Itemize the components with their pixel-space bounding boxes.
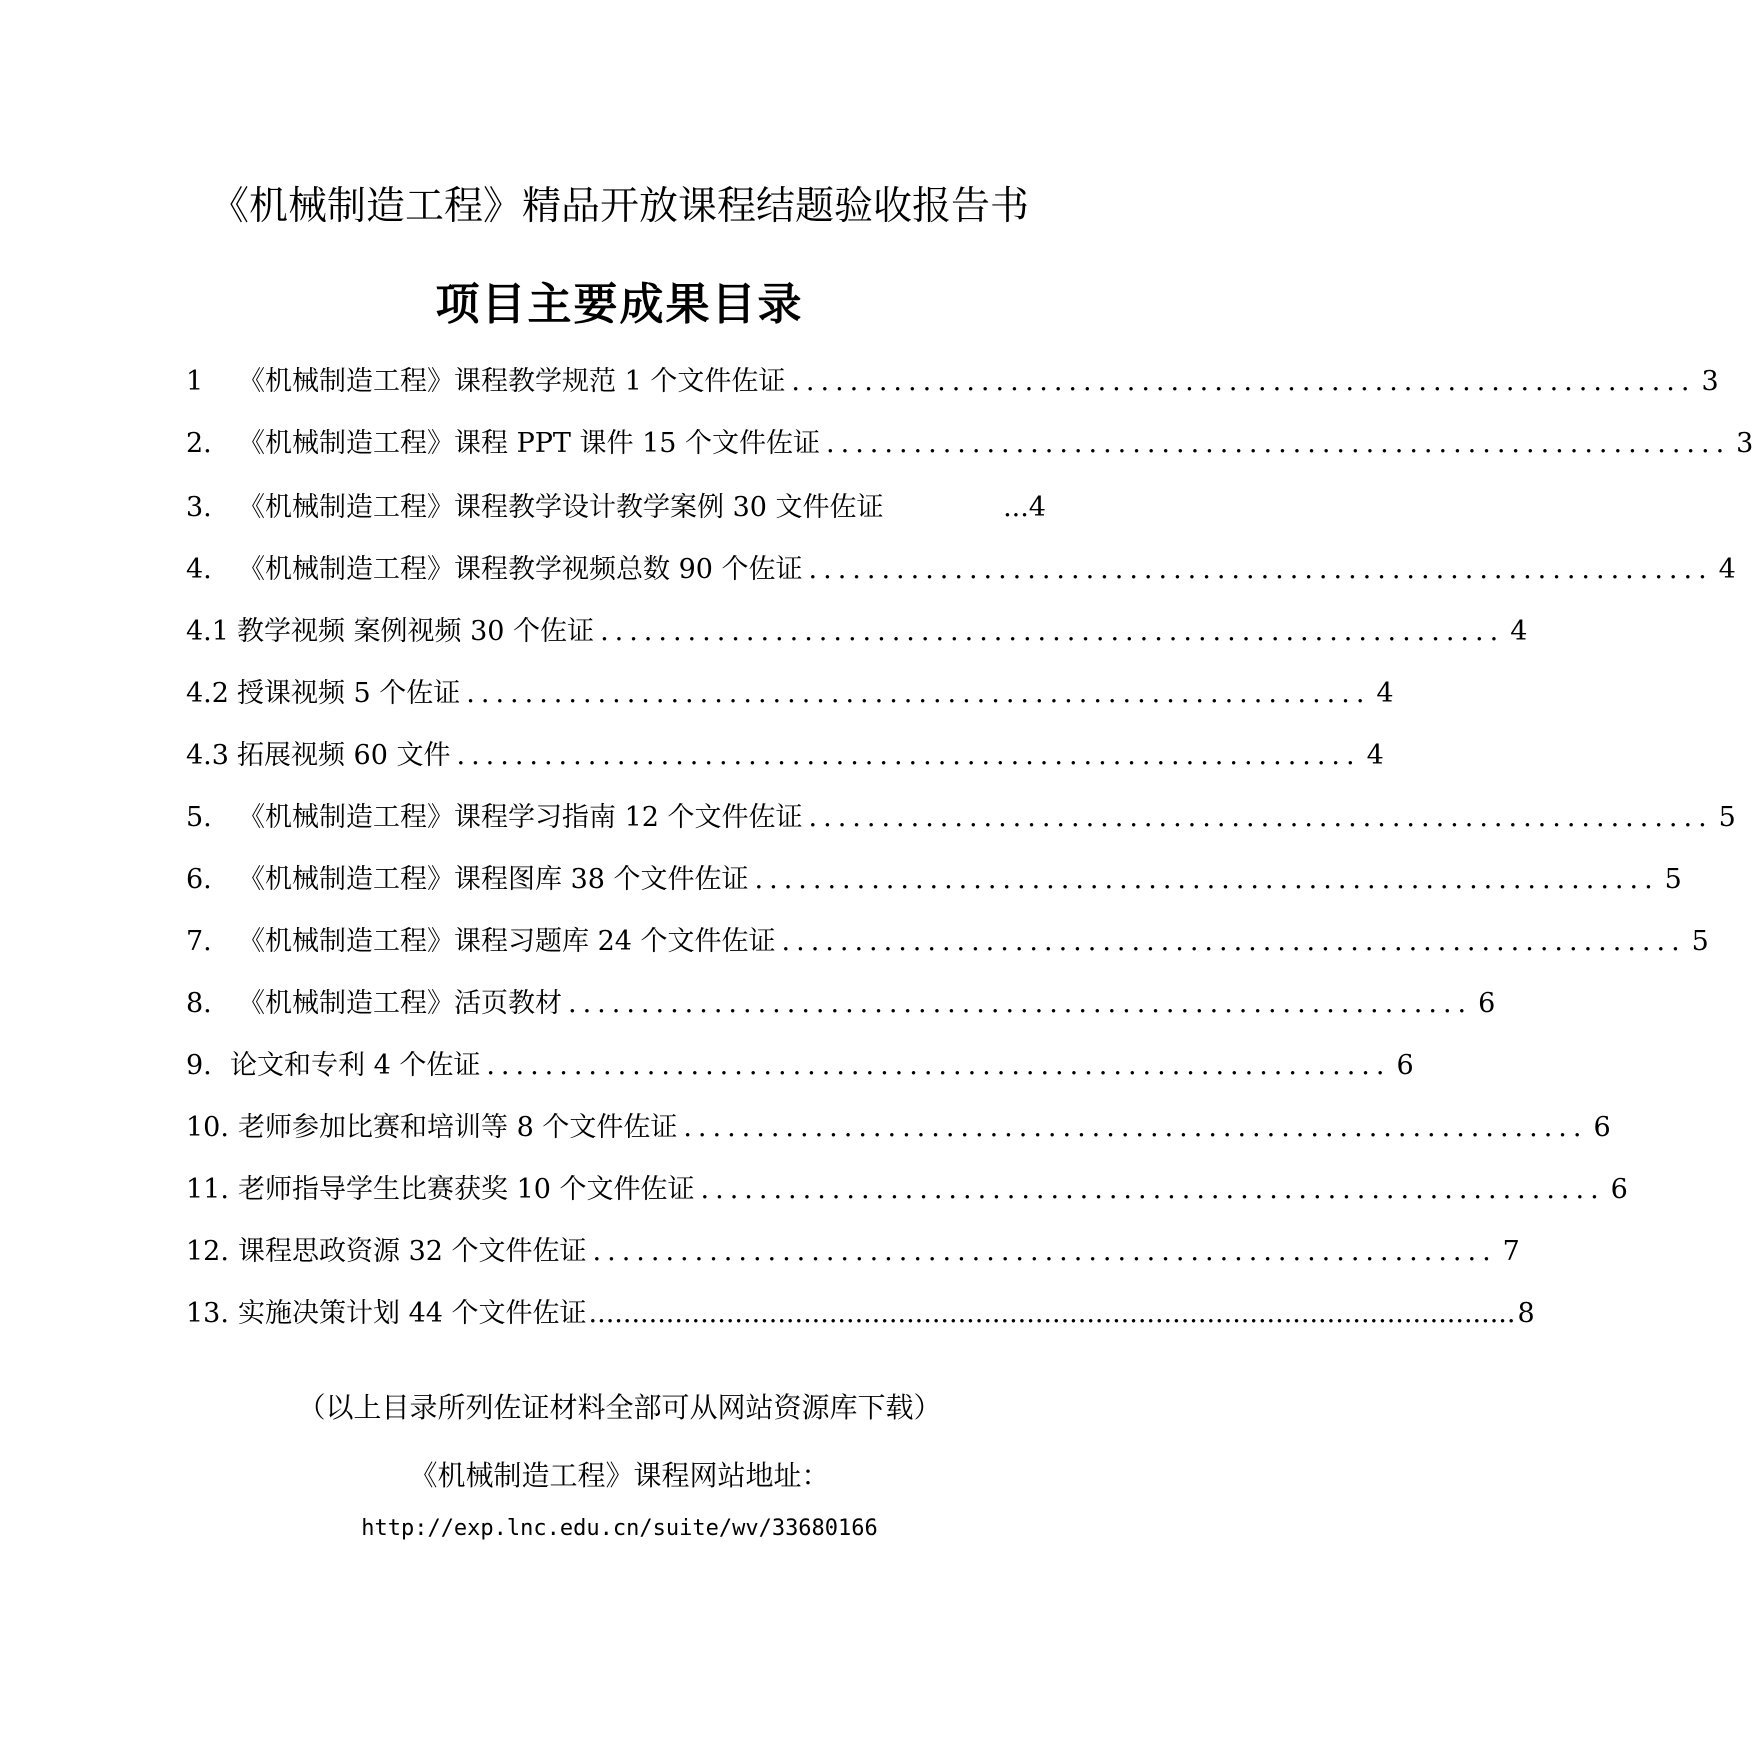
toc-entry-page: ...4 <box>1003 492 1046 523</box>
toc-entry-number: 4.2 <box>186 678 229 709</box>
toc-leader: .............................................................. <box>754 864 1659 895</box>
toc-entry-number: 6. <box>186 864 212 895</box>
toc-leader: .............................................................. <box>486 1050 1391 1081</box>
download-note: （以上目录所列佐证材料全部可从网站资源库下载） <box>297 1391 942 1424</box>
toc-entry-number: 9. <box>186 1050 212 1081</box>
toc-entry-page: 7 <box>1502 1236 1520 1267</box>
toc-entry-number: 5. <box>186 802 212 833</box>
toc-entry-number: 13. <box>186 1298 229 1329</box>
toc-leader: .............................................................. <box>791 366 1696 397</box>
toc-entry[interactable] <box>186 922 1709 962</box>
toc-leader: .............................................................. <box>826 428 1731 459</box>
website-label: 《机械制造工程》课程网站地址： <box>409 1459 830 1492</box>
toc-entry[interactable] <box>186 424 1753 464</box>
toc-entry-text: 实施决策计划 44 个文件佐证 <box>238 1298 587 1329</box>
toc-entry-text: 《机械制造工程》课程图库 38 个文件佐证 <box>238 864 749 895</box>
toc-entry-number: 4.3 <box>186 740 229 771</box>
toc-entry-text: 《机械制造工程》课程学习指南 12 个文件佐证 <box>238 802 803 833</box>
toc-entry[interactable] <box>186 1170 1628 1210</box>
toc-entry[interactable] <box>186 1294 1535 1334</box>
toc-entry-number: 2. <box>186 428 212 459</box>
toc-leader: .............................................................. <box>466 678 1371 709</box>
toc-leader: ............................................................................................................ <box>588 1298 1516 1329</box>
toc-entry[interactable] <box>186 1108 1611 1148</box>
toc-entry-text: 教学视频 案例视频 30 个佐证 <box>236 616 595 647</box>
toc-leader: .............................................................. <box>568 988 1473 1019</box>
toc-entry-number: 1 <box>186 366 204 397</box>
toc-entry-text: 《机械制造工程》课程习题库 24 个文件佐证 <box>238 926 776 957</box>
toc-entry[interactable] <box>186 1046 1414 1086</box>
toc-entry-number: 10. <box>186 1112 229 1143</box>
toc-entry-page: 6 <box>1610 1174 1628 1205</box>
toc-entry-page: 3 <box>1701 366 1719 397</box>
toc-entry[interactable] <box>186 362 1719 402</box>
toc-entry-text: 《机械制造工程》活页教材 <box>238 988 562 1019</box>
toc-entry[interactable] <box>186 1232 1520 1272</box>
toc-leader: .............................................................. <box>592 1236 1497 1267</box>
toc-entry-text: 论文和专利 4 个佐证 <box>230 1050 481 1081</box>
toc-entry-page: 4 <box>1718 554 1736 585</box>
toc-entry-text: 老师指导学生比赛获奖 10 个文件佐证 <box>238 1174 695 1205</box>
toc-entry-page: 5 <box>1664 864 1682 895</box>
toc-entry[interactable] <box>186 860 1682 900</box>
website-url[interactable]: http://exp.lnc.edu.cn/suite/wv/33680166 <box>361 1516 878 1541</box>
toc-entry-number: 7. <box>186 926 212 957</box>
toc-entry-number: 3. <box>186 492 212 523</box>
toc-entry-text: 《机械制造工程》课程 PPT 课件 15 个文件佐证 <box>238 428 821 459</box>
toc-entry-text: 《机械制造工程》课程教学规范 1 个文件佐证 <box>238 366 786 397</box>
toc-entry-page: 4 <box>1376 678 1394 709</box>
toc-leader: .............................................................. <box>456 740 1361 771</box>
toc-entry-page: 5 <box>1691 926 1709 957</box>
toc-entry-page: 4 <box>1366 740 1384 771</box>
toc-leader: .............................................................. <box>781 926 1686 957</box>
toc-entry[interactable] <box>186 612 1528 652</box>
toc-entry-text: 《机械制造工程》课程教学设计教学案例 30 文件佐证 <box>238 492 884 523</box>
toc-entry[interactable] <box>186 488 1046 528</box>
toc-leader: .............................................................. <box>808 802 1713 833</box>
toc-entry-number: 4.1 <box>186 616 229 647</box>
toc-leader: .............................................................. <box>808 554 1713 585</box>
toc-entry-page: 8 <box>1517 1298 1535 1329</box>
toc-entry-page: 6 <box>1396 1050 1414 1081</box>
toc-entry-number: 4. <box>186 554 212 585</box>
toc-entry-page: 4 <box>1510 616 1528 647</box>
toc-entry-number: 11. <box>186 1174 229 1205</box>
toc-entry[interactable] <box>186 984 1496 1024</box>
toc-entry-text: 《机械制造工程》课程教学视频总数 90 个佐证 <box>238 554 803 585</box>
document-title: 《机械制造工程》精品开放课程结题验收报告书 <box>210 184 1030 229</box>
toc-entry-page: 6 <box>1478 988 1496 1019</box>
toc-heading: 项目主要成果目录 <box>435 279 804 330</box>
toc-leader: .............................................................. <box>600 616 1505 647</box>
toc-entry-number: 12. <box>186 1236 229 1267</box>
toc-entry-number: 8. <box>186 988 212 1019</box>
toc-leader: .............................................................. <box>683 1112 1588 1143</box>
toc-entry[interactable] <box>186 798 1736 838</box>
toc-entry-text: 授课视频 5 个佐证 <box>236 678 461 709</box>
toc-entry-page: 6 <box>1593 1112 1611 1143</box>
toc-entry-text: 课程思政资源 32 个文件佐证 <box>238 1236 587 1267</box>
toc-entry-page: 3 <box>1736 428 1753 459</box>
toc-entry[interactable] <box>186 736 1384 776</box>
toc-entry[interactable] <box>186 674 1394 714</box>
toc-entry-text: 老师参加比赛和培训等 8 个文件佐证 <box>238 1112 678 1143</box>
toc-entry-text: 拓展视频 60 文件 <box>236 740 451 771</box>
toc-leader: .............................................................. <box>700 1174 1605 1205</box>
toc-entry[interactable] <box>186 550 1736 590</box>
toc-entry-page: 5 <box>1718 802 1736 833</box>
